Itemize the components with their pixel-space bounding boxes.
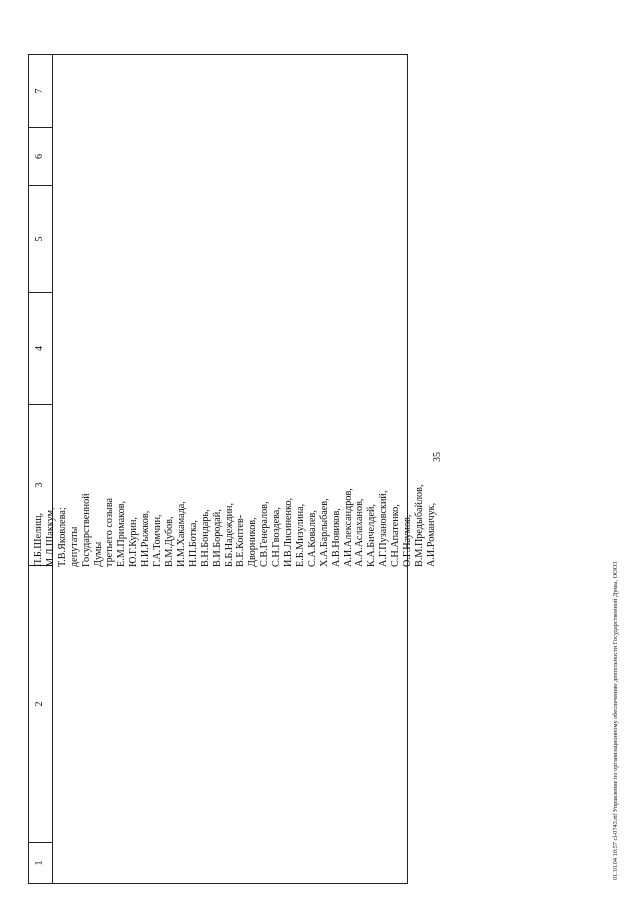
list-item: Н.И.Рыжков, <box>140 510 152 567</box>
list-item: Е.Б.Мизулина, <box>294 503 306 567</box>
list-item: П.Б.Шелищ, <box>33 512 44 567</box>
page-number: 35 <box>432 452 443 462</box>
table-header-cell: 6 <box>29 128 52 186</box>
list-item: О.Г.Наумов, <box>402 514 414 567</box>
list-item: К.А.Бичелдей, <box>366 504 378 567</box>
list-item: Государственной <box>80 493 92 567</box>
list-item: В.И.Бородай, <box>211 509 223 567</box>
list-item: Х.А.Барлыбаев, <box>318 498 330 567</box>
list-item: И.М.Хакамада, <box>175 501 187 567</box>
list-item: С.А.Ковалев, <box>306 510 318 567</box>
table-header-cell: 5 <box>29 186 52 293</box>
list-item: А.В.Новиков, <box>330 508 342 567</box>
list-item: депутаты <box>68 526 80 567</box>
table-header-cell: 3 <box>29 405 52 566</box>
table-header-cell: 2 <box>29 566 52 843</box>
names-list <box>33 417 438 567</box>
list-item: Г.А.Томчин, <box>152 514 164 567</box>
list-item: Ю.Г.Курин, <box>128 517 140 567</box>
list-item: В.М.Предыбайлов, <box>414 484 425 567</box>
footer-note: 01.10.04 10:57 cl-0743.rtf Управление по организационному обеспечению деятельности Государственной Думы, ООО3 <box>612 561 619 880</box>
list-item: И.В.Лисиненко, <box>283 497 295 567</box>
list-item: Думы <box>92 541 104 567</box>
list-item: Е.М.Примаков, <box>116 500 128 567</box>
list-item: А.И.Александров, <box>342 488 354 567</box>
list-item: А.И.Романчук, <box>425 502 437 567</box>
list-item: С.Н.Гвоздева, <box>271 507 283 567</box>
list-item: В.Е.Коптев- <box>235 514 247 567</box>
list-item: третьего созыва <box>104 497 116 567</box>
list-item: В.Н.Бондарь, <box>199 509 211 567</box>
table-header-cell: 1 <box>34 860 45 866</box>
list-item: В.М.Дубов, <box>163 516 175 567</box>
list-item: М.Л.Шаккум, <box>44 507 56 567</box>
list-item: С.В.Генералов, <box>259 501 271 567</box>
list-item: С.Н.Апатенко, <box>390 504 402 567</box>
list-item: Н.П.Ботка, <box>187 520 199 567</box>
list-item: Дворников, <box>247 517 259 567</box>
table-header-cell: 4 <box>29 293 52 405</box>
list-item: Т.В.Яковлева; <box>56 507 68 567</box>
list-item: Б.Б.Надеждин, <box>223 502 235 567</box>
list-item: А.Г.Пузановский, <box>378 490 390 567</box>
list-item: А.А.Аслаханов, <box>354 498 366 567</box>
table-header-cell: 7 <box>29 55 52 128</box>
